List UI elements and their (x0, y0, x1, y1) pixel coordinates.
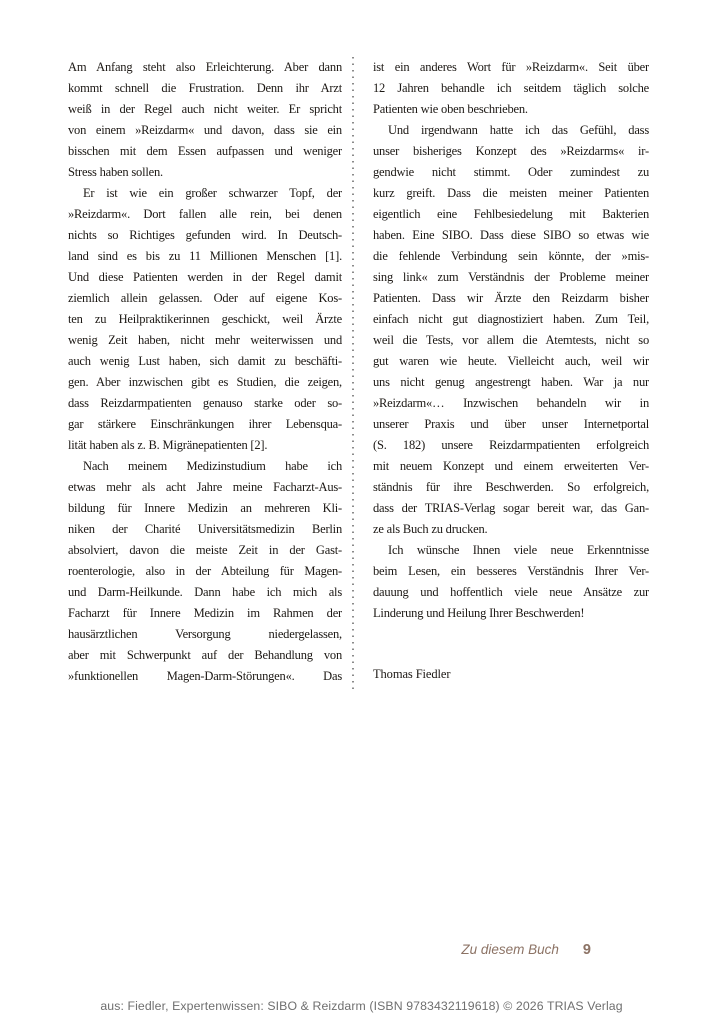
text-line: gut waren wie heute. Vielleicht auch, weil wir (373, 354, 649, 368)
text-line: unserer Praxis und über unser Internetportal (373, 417, 649, 431)
text-line: die fehlende Verbindung sein könnte, der »mis- (373, 249, 649, 263)
credit-line: aus: Fiedler, Expertenwissen: SIBO & Reizdarm (ISBN 9783432119618) © 2026 TRIAS Verlag (100, 999, 623, 1013)
text-line: Linderung und Heilung Ihrer Beschwerden! (373, 606, 585, 620)
text-line: absolviert, davon die meiste Zeit in der Gast- (68, 543, 342, 557)
text-line: ze als Buch zu drucken. (373, 522, 488, 536)
text-line: beim Lesen, ein besseres Verständnis Ihrer Ver- (373, 564, 649, 578)
text-column-right (373, 57, 649, 685)
running-footer (461, 942, 591, 958)
text-line: »funktionellen Magen-Darm-Störungen«. Das (68, 669, 342, 683)
text-line: ist ein anderes Wort für »Reizdarm«. Seit über (373, 60, 649, 74)
text-line: kurz greift. Dass die meisten meiner Patienten (373, 186, 649, 200)
text-line: einfach nicht gut diagnostiziert haben. Zum Teil, (373, 312, 649, 326)
text-line: »Reizdarm«… Inzwischen behandeln wir in (373, 396, 649, 410)
text-line: weiß in der Regel auch nicht weiter. Er spricht (68, 102, 342, 116)
text-line: Stress haben sollen. (68, 165, 163, 179)
text-line: dass Reizdarmpatienten genauso starke oder so- (68, 396, 342, 410)
text-line: Ich wünsche Ihnen viele neue Erkenntnisse (388, 543, 649, 557)
text-line: Am Anfang steht also Erleichterung. Aber dann (68, 60, 342, 74)
text-line: und Darm-Heilkunde. Dann habe ich mich als (68, 585, 342, 599)
text-line: wenig Zeit haben, nicht mehr weiterwissen und (68, 333, 342, 347)
text-line: roenterologie, also in der Abteilung für Magen- (68, 564, 342, 578)
text-line: etwas mehr als acht Jahre meine Facharzt-Aus- (68, 480, 342, 494)
text-line: Patienten wie oben beschrieben. (373, 102, 528, 116)
running-footer-section-label: Zu diesem Buch (461, 942, 559, 957)
text-line: (S. 182) unsere Reizdarmpatienten erfolgreich (373, 438, 649, 452)
text-line: Facharzt für Innere Medizin im Rahmen der (68, 606, 342, 620)
text-line: weil die Tests, vor allem die Atemtests, nicht so (373, 333, 649, 347)
text-line: von einem »Reizdarm« und davon, dass sie ein (68, 123, 342, 137)
text-line: Patienten. Dass wir Ärzte den Reizdarm bisher (373, 291, 649, 305)
text-line: uns nicht genug angestrengt haben. War ja nur (373, 375, 649, 389)
text-line: dauung und hoffentlich viele neue Ansätze zur (373, 585, 649, 599)
text-line: nichts so Richtiges gefunden wird. In Deutsch- (68, 228, 342, 242)
text-line: ten zu Heilpraktikerinnen geschickt, weil Ärzte (68, 312, 342, 326)
text-line: land sind es bis zu 11 Millionen Menschen [1]. (68, 249, 342, 263)
text-line: lität haben als z. B. Migränepatienten [2]. (68, 438, 268, 452)
text-line: »Reizdarm«. Dort fallen alle rein, bei denen (68, 207, 342, 221)
text-line: Er ist wie ein großer schwarzer Topf, der (83, 186, 342, 200)
text-line: dass der TRIAS-Verlag sogar bereit war, das Gan- (373, 501, 649, 515)
text-line: gendwie nicht stimmt. Oder zumindest zu (373, 165, 649, 179)
text-line: mit neuem Konzept und einem erweiterten Ver- (373, 459, 649, 473)
text-line: ständnis für ihre Beschwerden. So erfolgreich, (373, 480, 649, 494)
text-line: niken der Charité Universitätsmedizin Berlin (68, 522, 342, 536)
column-divider-dotted-rule (352, 57, 354, 690)
text-line: Nach meinem Medizinstudium habe ich (83, 459, 342, 473)
text-line: Und irgendwann hatte ich das Gefühl, dass (388, 123, 649, 137)
text-line: kommt schnell die Frustration. Denn ihr Arzt (68, 81, 342, 95)
text-line: hausärztlichen Versorgung niedergelassen, (68, 627, 342, 641)
text-line: bildung für Innere Medizin an mehreren Kli- (68, 501, 342, 515)
author-signature: Thomas Fiedler (373, 667, 451, 681)
text-line: haben. Eine SIBO. Dass diese SIBO so etwas wie (373, 228, 649, 242)
page-number: 9 (582, 942, 591, 958)
text-line: sing link« zum Verständnis der Probleme meiner (373, 270, 649, 284)
text-line: eigentlich eine Fehlbesiedelung mit Bakterien (373, 207, 649, 221)
text-line: ziemlich allein gelassen. Oder auf eigene Kos- (68, 291, 342, 305)
text-line: aber mit Schwerpunkt auf der Behandlung von (68, 648, 342, 662)
text-line: unser bisheriges Konzept des »Reizdarms« ir- (373, 144, 649, 158)
text-line: gen. Aber inzwischen gibt es Studien, die zeigen, (68, 375, 342, 389)
text-line: gar stärkere Einschränkungen ihrer Lebensqua- (68, 417, 342, 431)
text-line: Und diese Patienten werden in der Regel damit (68, 270, 342, 284)
text-line: bisschen mit dem Essen aufpassen und weniger (68, 144, 342, 158)
text-column-left (68, 57, 342, 687)
text-line: auch wenig Lust haben, sich damit zu beschäfti- (68, 354, 342, 368)
text-line: 12 Jahren behandle ich seitdem täglich solche (373, 81, 649, 95)
